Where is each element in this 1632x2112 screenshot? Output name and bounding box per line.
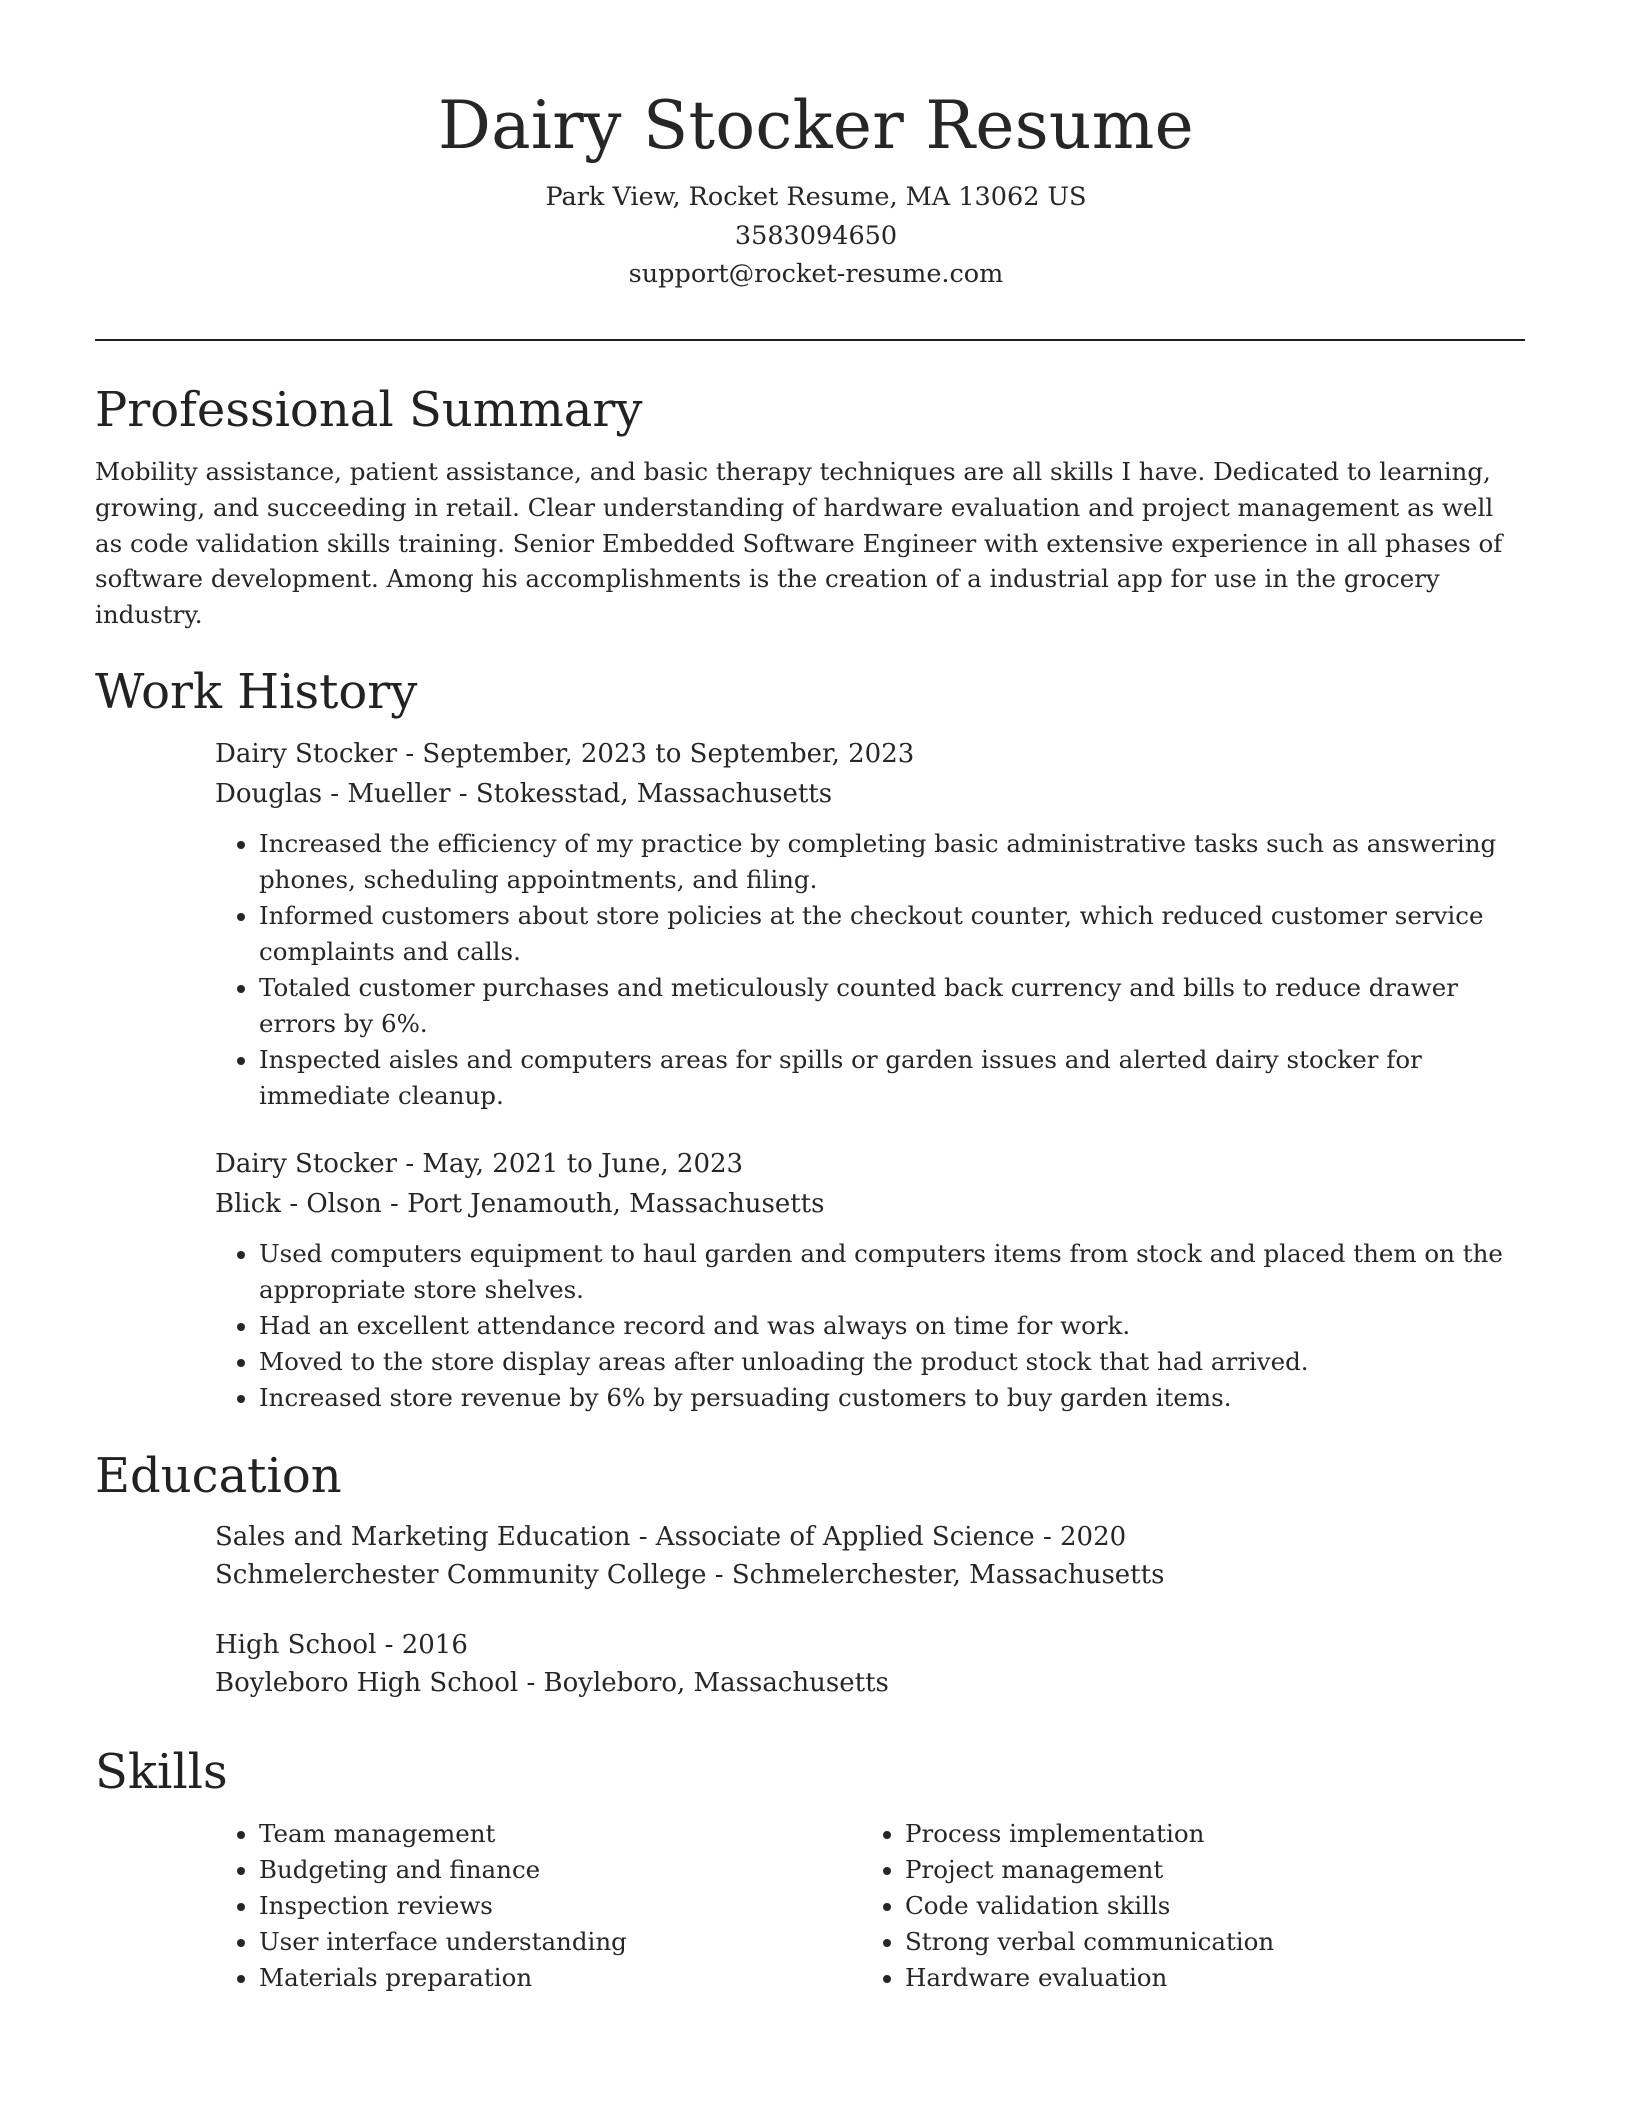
resume-title: Dairy Stocker Resume [438,87,1194,164]
skill-item: • Hardware evaluation [905,1960,1507,1996]
education-entry [215,1518,1527,1594]
work-history-heading: Work History [95,664,418,720]
header-divider [95,339,1525,341]
job-bullet: • Increased the efficiency of my practice by completing basic administrative tasks such as answering phones, scheduling appointments, and filing. [259,826,1527,898]
job-bullets [215,826,1527,1114]
skill-item: • Budgeting and finance [259,1852,861,1888]
job-entry [215,1144,1527,1416]
job-bullet: • Moved to the store display areas after unloading the product stock that had arrived. [259,1344,1527,1380]
contact-block [0,178,1632,294]
education-degree-line [215,1518,1527,1556]
job-bullet: • Used computers equipment to haul garden and computers items from stock and placed them on the appropriate store shelves. [259,1236,1527,1308]
job-bullet: • Inspected aisles and computers areas for spills or garden issues and alerted dairy stocker for immediate cleanup. [259,1042,1527,1114]
work-history-section [95,662,1527,1416]
skill-item: • Process implementation [905,1816,1507,1852]
skill-item: • Materials preparation [259,1960,861,1996]
job-role: Dairy Stocker [215,1149,398,1179]
job-company-line [215,774,1527,814]
job-company-line [215,1184,1527,1224]
education-school: Schmelerchester Community College [215,1560,707,1590]
job-location: - Stokesstad, Massachusetts [450,779,833,809]
job-bullets [215,1236,1527,1416]
education-location: - Boyleboro, Massachusetts [518,1668,889,1698]
email: support@rocket-resume.com [628,259,1004,289]
education-location: - Schmelerchester, Massachusetts [706,1560,1165,1590]
education-year: - 2016 [376,1630,468,1660]
job-bullet: • Totaled customer purchases and meticulously counted back currency and bills to reduce drawer errors by 6%. [259,970,1527,1042]
skills-section [95,1742,1527,1996]
job-location: - Port Jenamouth, Massachusetts [381,1189,825,1219]
education-year: - 2020 [1034,1522,1127,1552]
education-degree: High School [215,1630,377,1660]
job-dates: - May, 2021 to June, 2023 [397,1149,744,1179]
job-dates: - September, 2023 to September, 2023 [397,739,915,769]
summary-heading: Professional Summary [95,382,643,438]
skill-item: • Project management [905,1852,1507,1888]
education-school-line [215,1556,1527,1594]
phone: 3583094650 [734,220,898,251]
address: Park View, Rocket Resume, MA 13062 US [545,182,1087,212]
education-entry [215,1626,1527,1702]
summary-section [95,380,1527,633]
skill-item: • Strong verbal communication [905,1924,1507,1960]
skill-item: • User interface understanding [259,1924,861,1960]
job-company: Douglas - Mueller [215,779,451,809]
summary-text: Mobility assistance, patient assistance, and basic therapy techniques are all skills I have. Dedicated to learning, growing, and succeeding in retail. Clear understanding of hardware evaluation and project management as well as code validation skills training. Senior Embedded Software Engineer with extensive experience in all phases of software development. Among his accomplishments is the creation of a industrial app for use in the grocery industry. [95,457,1503,630]
skill-item: • Code validation skills [905,1888,1507,1924]
resume-header [0,80,1632,294]
skills-columns [215,1816,1527,1996]
skill-item: • Inspection reviews [259,1888,861,1924]
job-role: Dairy Stocker [215,739,398,769]
skills-column-left [215,1816,861,1996]
education-school: Boyleboro High School [215,1668,519,1698]
education-heading: Education [95,1448,342,1504]
education-school-line [215,1664,1527,1702]
education-section [95,1446,1527,1702]
job-entry [215,734,1527,1114]
job-bullet: • Had an excellent attendance record and was always on time for work. [259,1308,1527,1344]
job-bullet: • Informed customers about store policies at the checkout counter, which reduced customer service complaints and calls. [259,898,1527,970]
education-degree-line [215,1626,1527,1664]
job-bullet: • Increased store revenue by 6% by persuading customers to buy garden items. [259,1380,1527,1416]
education-degree: Sales and Marketing Education - Associate of Applied Science [215,1522,1035,1552]
skills-column-right [861,1816,1507,1996]
skills-heading: Skills [95,1744,228,1800]
job-title-line [215,1144,1527,1184]
job-title-line [215,734,1527,774]
skill-item: • Team management [259,1816,861,1852]
job-company: Blick - Olson [215,1189,382,1219]
